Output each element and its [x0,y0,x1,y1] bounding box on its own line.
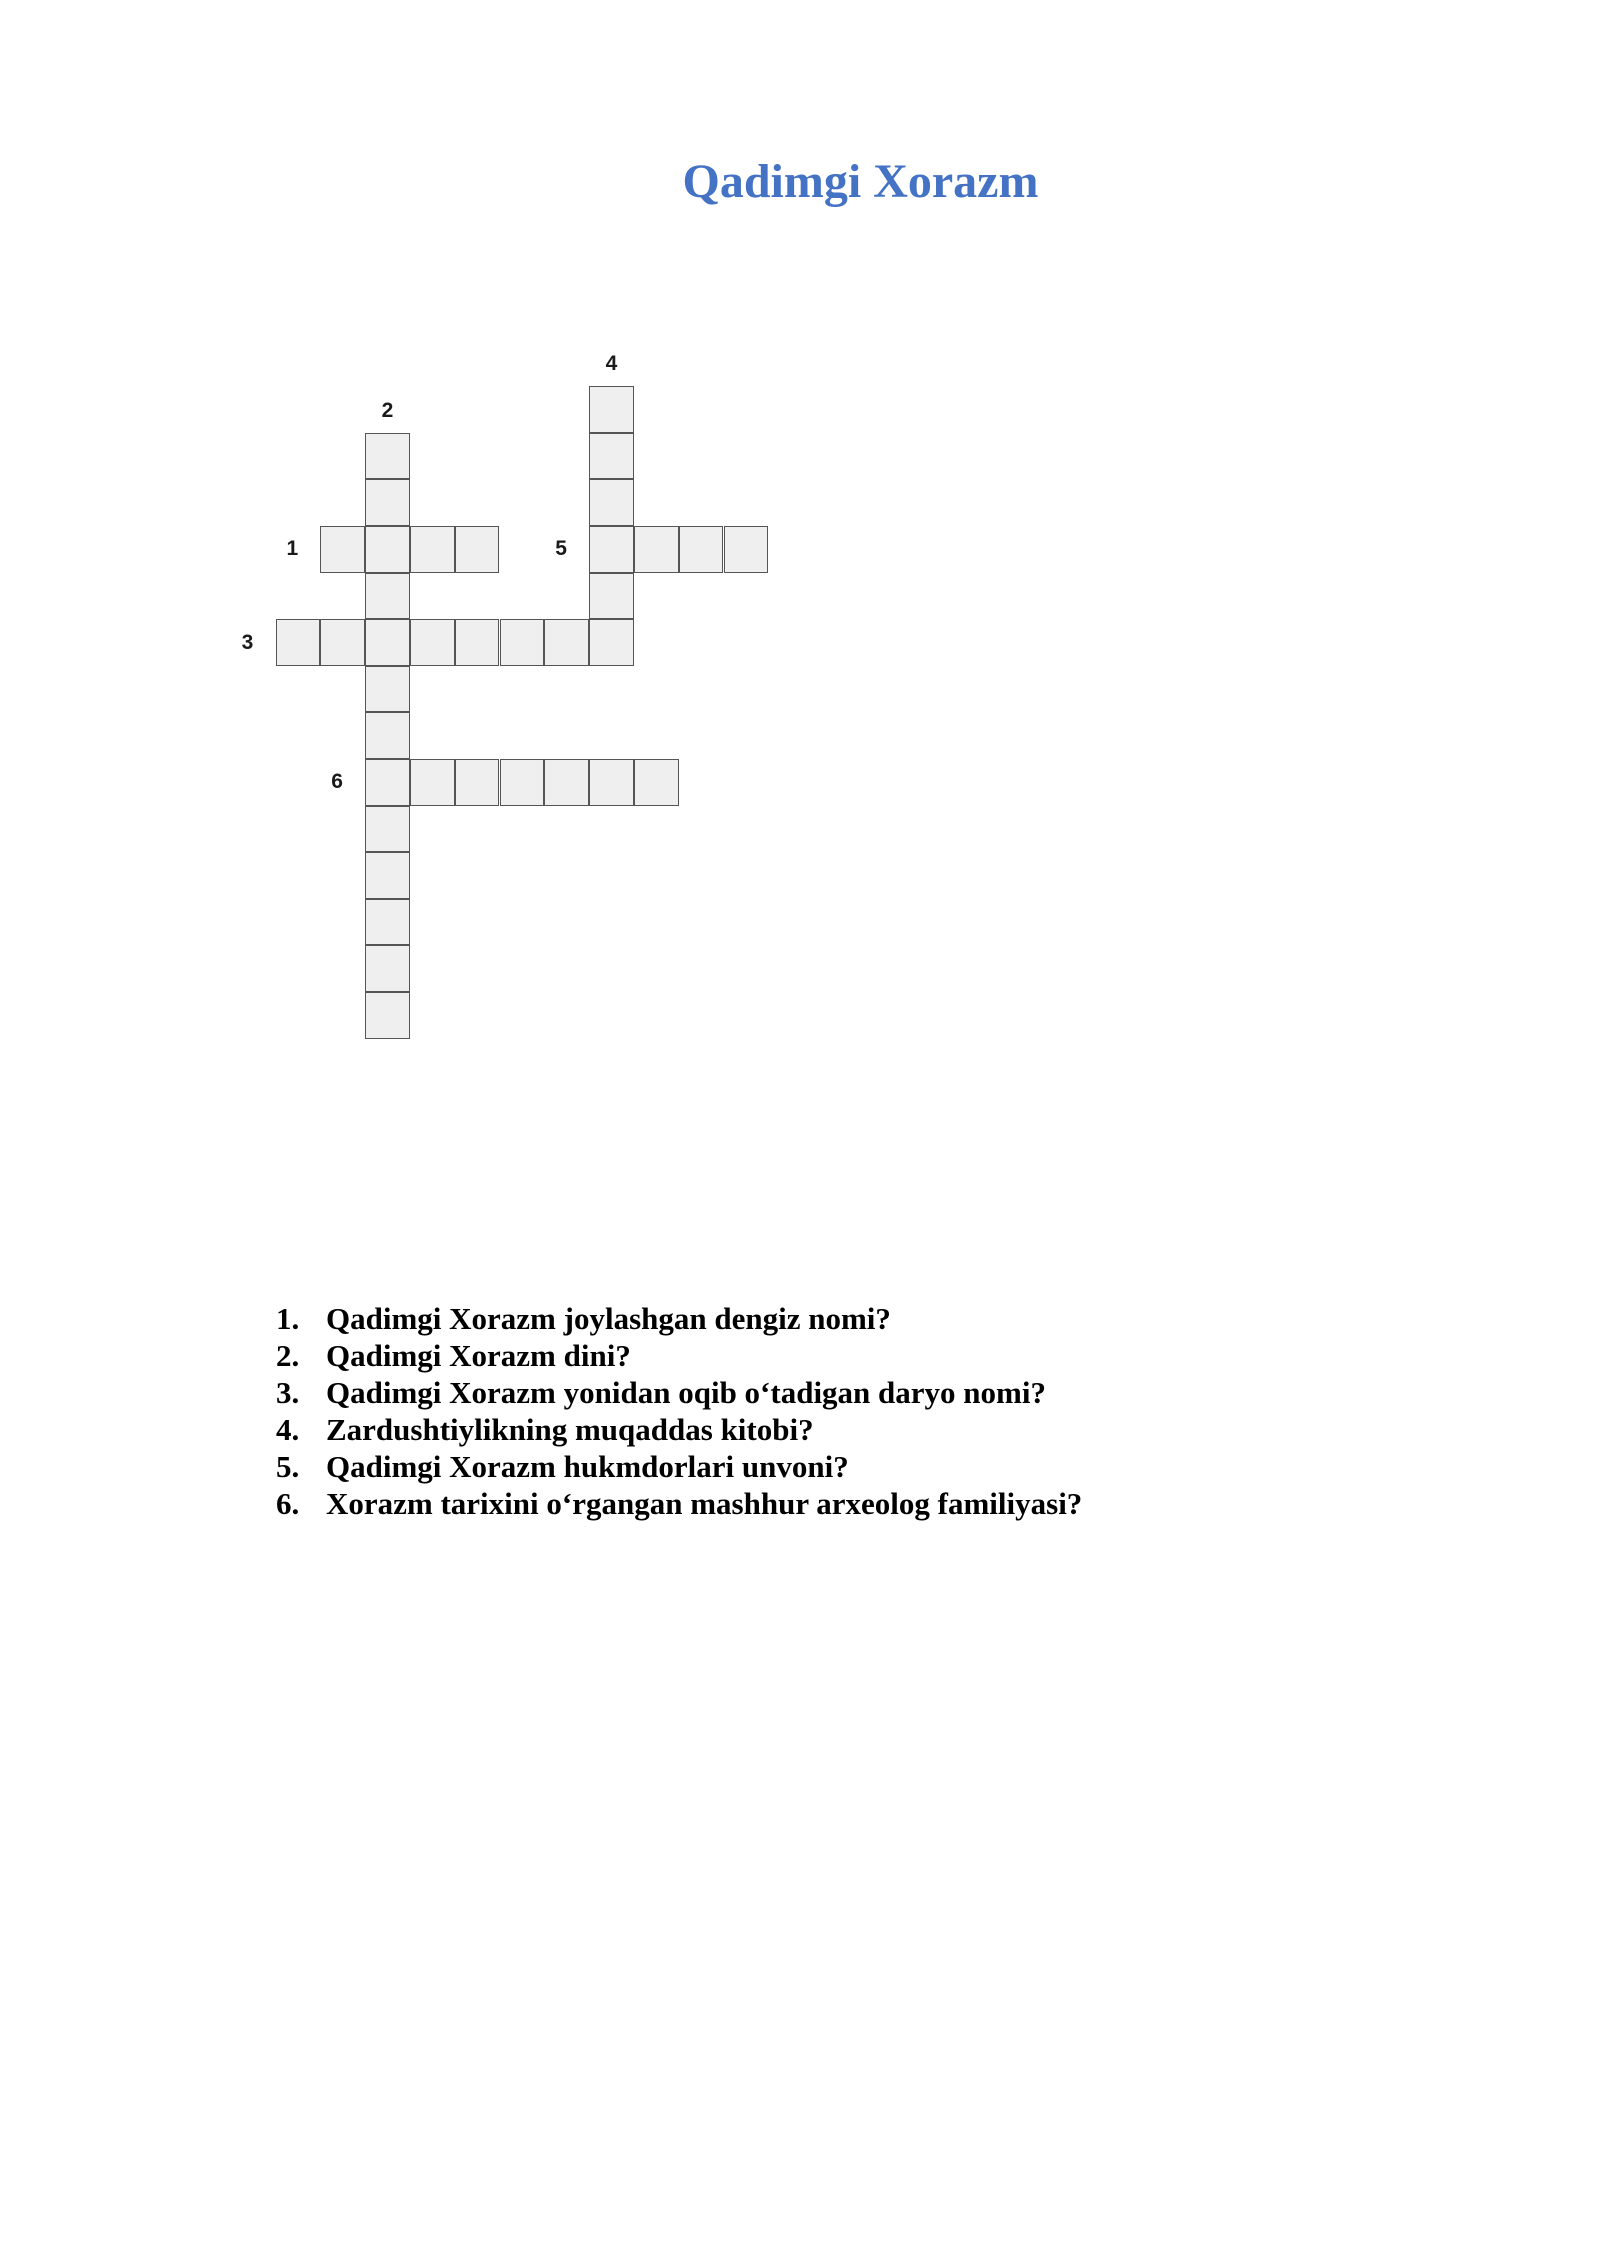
crossword-cell [410,759,455,806]
crossword-cell [365,992,410,1039]
crossword-cell [276,619,321,666]
crossword-cell [365,433,410,480]
clue-list [276,1300,1082,1522]
crossword-cell [365,945,410,992]
crossword-cell [410,526,455,573]
clue-text: Xorazm tarixini o‘rgangan mashhur arxeolog familiyasi? [326,1486,1083,1521]
crossword-cell [589,386,634,433]
crossword-cell [634,759,679,806]
crossword-cell [500,619,545,666]
clue-number-label: 6 [331,770,343,794]
clue-text: Qadimgi Xorazm dini? [326,1338,631,1373]
crossword-cell [634,526,679,573]
crossword-cell [365,759,410,806]
crossword-cell [365,619,410,666]
crossword-cell [365,573,410,620]
crossword-cell [589,479,634,526]
clue-number: 1. [276,1301,300,1336]
crossword-cell [365,666,410,713]
crossword-cell [320,526,365,573]
crossword-cell [589,619,634,666]
crossword-cell [365,806,410,853]
crossword-cell [724,526,769,573]
crossword-cell [365,899,410,946]
clue-number-label: 2 [381,398,394,422]
clue-item [276,1300,1082,1337]
crossword-cell [455,759,500,806]
clue-number: 6. [276,1486,300,1521]
crossword-cell [455,619,500,666]
crossword-cell [589,573,634,620]
clue-number: 5. [276,1449,300,1484]
clue-item [276,1374,1082,1411]
clue-number: 4. [276,1412,300,1447]
crossword-cell [365,526,410,573]
clue-number-label: 5 [555,537,567,561]
clue-text: Qadimgi Xorazm joylashgan dengiz nomi? [326,1301,891,1336]
crossword-cell [589,433,634,480]
clue-text: Qadimgi Xorazm hukmdorlari unvoni? [326,1449,849,1484]
clue-item [276,1337,1082,1374]
crossword-cell [365,479,410,526]
crossword-cell [320,619,365,666]
crossword-cell [365,712,410,759]
clue-number-label: 4 [605,352,618,376]
clue-item [276,1448,1082,1485]
crossword-cell [500,759,545,806]
clue-item [276,1485,1082,1522]
crossword-cell [455,526,500,573]
clue-number-label: 1 [286,537,299,561]
clue-text: Qadimgi Xorazm yonidan oqib o‘tadigan daryo nomi? [326,1375,1046,1410]
clue-item [276,1411,1082,1448]
clue-number-label: 3 [241,630,254,654]
clue-number: 2. [276,1338,300,1373]
crossword-cell [589,759,634,806]
clue-number: 3. [276,1375,300,1410]
crossword-cell [410,619,455,666]
crossword-cell [679,526,724,573]
crossword-grid [0,0,1600,1100]
crossword-cell [365,852,410,899]
crossword-cell [544,759,589,806]
crossword-cell [589,526,634,573]
clue-text: Zardushtiylikning muqaddas kitobi? [326,1412,814,1447]
crossword-cell [544,619,589,666]
page-title: Qadimgi Xorazm [682,155,1039,208]
